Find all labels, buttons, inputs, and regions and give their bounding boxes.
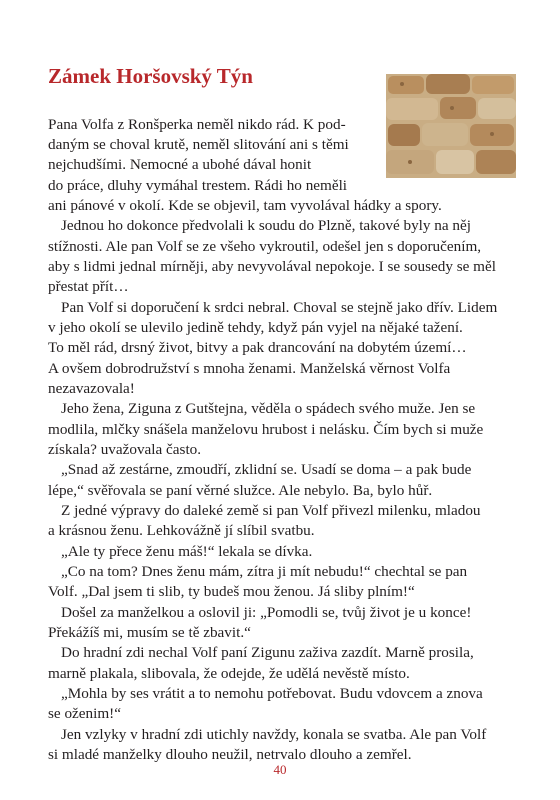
text-line: Překážíš mi, musím se tě zbavit.“	[48, 624, 251, 641]
text-line: nejchudšími. Nemocné a ubohé dával honit	[48, 156, 312, 173]
page-number: 40	[273, 762, 287, 777]
text-line: si mladé manželky dlouho neužil, netrvalo dlouho a zemřel.	[48, 746, 412, 763]
text-line: Došel za manželkou a oslovil ji: „Pomodli se, tvůj život je u konce!	[61, 604, 472, 621]
text-line: a krásnou ženu. Lehkovážně jí slíbil svatbu.	[48, 522, 315, 539]
text-line: „Ale ty přece ženu máš!“ lekala se dívka.	[61, 543, 313, 560]
text-line: do práce, dluhy vymáhal trestem. Rádi ho neměli	[48, 177, 348, 194]
text-line: To měl rád, drsný život, bitvy a pak drancování na dobytém území…	[48, 339, 467, 356]
text-line: Z jedné výpravy do daleké země si pan Volf přivezl milenku, mladou	[61, 502, 481, 519]
text-line: v jeho okolí se ulevilo jedině tehdy, když pán vyjel na nějaké tažení.	[48, 319, 463, 336]
text-line: stížnosti. Ale pan Volf se ze všeho vykroutil, odešel jen s doporučením,	[48, 238, 482, 255]
text-line: Jednou ho dokonce předvolali k soudu do Plzně, takové byly na něj	[61, 217, 471, 234]
text-line: Do hradní zdi nechal Volf paní Zigunu zaživa zazdít. Marně prosila,	[61, 644, 474, 661]
text-line: „Snad až zestárne, zmoudří, zklidní se. Usadí se doma – a pak bude	[61, 461, 472, 478]
text-line: nezavazovala!	[48, 380, 135, 397]
text-line: daným se choval krutě, neměl slitování ani s těmi	[48, 136, 349, 153]
text-line: získala? uvažovala často.	[48, 441, 202, 458]
text-line: „Mohla by ses vrátit a to nemohu potřebovat. Budu vdovcem a znova	[61, 685, 483, 702]
text-line: Jeho žena, Ziguna z Gutštejna, věděla o spádech svého muže. Jen se	[61, 400, 476, 417]
stone-wall-illustration	[382, 68, 520, 183]
text-line: Pan Volf si doporučení k srdci nebral. Choval se stejně jako dřív. Lidem	[61, 299, 498, 316]
text-line: marně plakala, slibovala, že odejde, že udělá nevěstě místo.	[48, 665, 410, 682]
text-line: modlila, mlčky snášela manželovu hrubost i nelásku. Čím bych si muže	[48, 421, 484, 438]
text-line: aby s lidmi jednal mírněji, aby nevyvolával nepokoje. I se sousedy se měl	[48, 258, 496, 275]
text-line: ani pánové v okolí. Kde se objevil, tam vyvolával hádky a spory.	[48, 197, 442, 214]
text-line: „Co na tom? Dnes ženu mám, zítra ji mít nebudu!“ chechtal se pan	[61, 563, 468, 580]
text-line: lépe,“ svěřovala se paní věrné služce. Ale nebylo. Ba, bylo hůř.	[48, 482, 433, 499]
text-line: Jen vzlyky v hradní zdi utichly navždy, konala se svatba. Ale pan Volf	[61, 726, 487, 743]
text-line: přestat přít…	[48, 278, 129, 295]
text-line: A ovšem dobrodružství s mnoha ženami. Manželská věrnost Volfa	[48, 360, 451, 377]
text-line: Volf. „Dal jsem ti slib, ty budeš mou ženou. Já sliby plním!“	[48, 583, 415, 600]
chapter-title: Zámek Horšovský Týn	[48, 64, 253, 88]
text-line: se oženim!“	[48, 705, 121, 722]
text-line: Pana Volfa z Ronšperka neměl nikdo rád. K pod-	[48, 116, 346, 133]
